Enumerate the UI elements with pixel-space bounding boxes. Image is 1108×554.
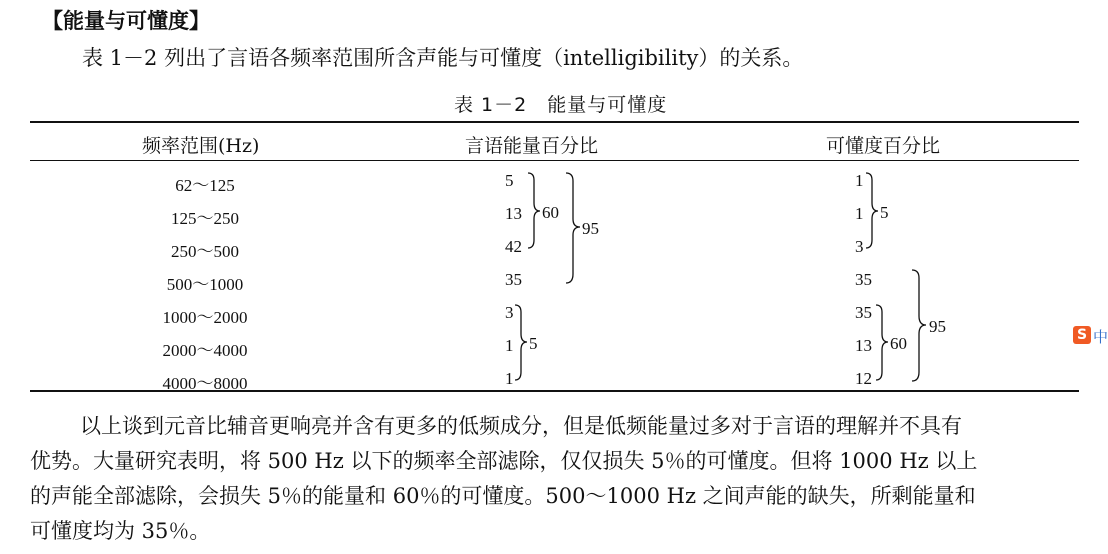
energy-group-5: 5 — [529, 334, 538, 353]
energy-cell: 35 — [505, 270, 522, 289]
ime-logo-icon[interactable]: S — [1073, 326, 1091, 344]
energy-cell: 42 — [505, 237, 522, 256]
energy-cell: 3 — [505, 303, 514, 322]
intel-cell: 1 — [855, 171, 864, 190]
freq-cell: 250～500 — [171, 242, 239, 261]
paragraph-line: 以上谈到元音比辅音更响亮并含有更多的低频成分，但是低频能量过多对于言语的理解并不具有 — [80, 414, 962, 438]
brace-intel-low3 — [866, 173, 878, 248]
ime-mode-label[interactable]: 中 — [1093, 328, 1108, 346]
section-heading: 【能量与可懂度】 — [42, 9, 210, 33]
brace-energy-low4 — [566, 173, 580, 283]
intel-group-5: 5 — [880, 203, 889, 222]
header-frequency: 频率范围(Hz) — [142, 135, 260, 157]
brace-intel-high4 — [912, 270, 926, 381]
intel-cell: 3 — [855, 237, 864, 256]
header-energy: 言语能量百分比 — [465, 135, 599, 157]
freq-cell: 500～1000 — [166, 275, 244, 294]
intel-cell: 35 — [855, 270, 872, 289]
header-intelligibility: 可懂度百分比 — [826, 135, 941, 157]
energy-cell: 5 — [505, 171, 514, 190]
brace-intel-high3 — [876, 305, 888, 380]
energy-group-60: 60 — [542, 203, 559, 222]
energy-group-95: 95 — [582, 219, 599, 238]
intel-group-60: 60 — [890, 334, 907, 353]
freq-cell: 4000～8000 — [162, 374, 248, 393]
freq-cell: 2000～4000 — [162, 341, 248, 360]
intel-cell: 12 — [855, 369, 872, 388]
energy-cell: 13 — [505, 204, 522, 223]
freq-cell: 1000～2000 — [162, 308, 248, 327]
paragraph-line: 优势。大量研究表明，将 500 Hz 以下的频率全部滤除，仅仅损失 5％的可懂度。但将 1000 Hz 以上 — [30, 449, 978, 473]
brace-energy-high3 — [515, 305, 527, 380]
paragraph-line: 可懂度均为 35％。 — [30, 519, 211, 543]
intel-group-95: 95 — [929, 317, 946, 336]
intro-text: 表 1－2 列出了言语各频率范围所含声能与可懂度（intelligibility）的关系。 — [82, 46, 804, 70]
energy-cell: 1 — [505, 336, 514, 355]
intel-cell: 1 — [855, 204, 864, 223]
energy-cell: 1 — [505, 369, 514, 388]
freq-cell: 62～125 — [175, 176, 235, 195]
intel-cell: 13 — [855, 336, 872, 355]
intel-cell: 35 — [855, 303, 872, 322]
freq-cell: 125～250 — [171, 209, 239, 228]
table-caption: 表 1－2 能量与可懂度 — [454, 94, 668, 116]
brace-energy-low3 — [528, 173, 540, 248]
paragraph-line: 的声能全部滤除，会损失 5％的能量和 60％的可懂度。500～1000 Hz 之间声能的缺失，所剩能量和 — [30, 484, 976, 508]
